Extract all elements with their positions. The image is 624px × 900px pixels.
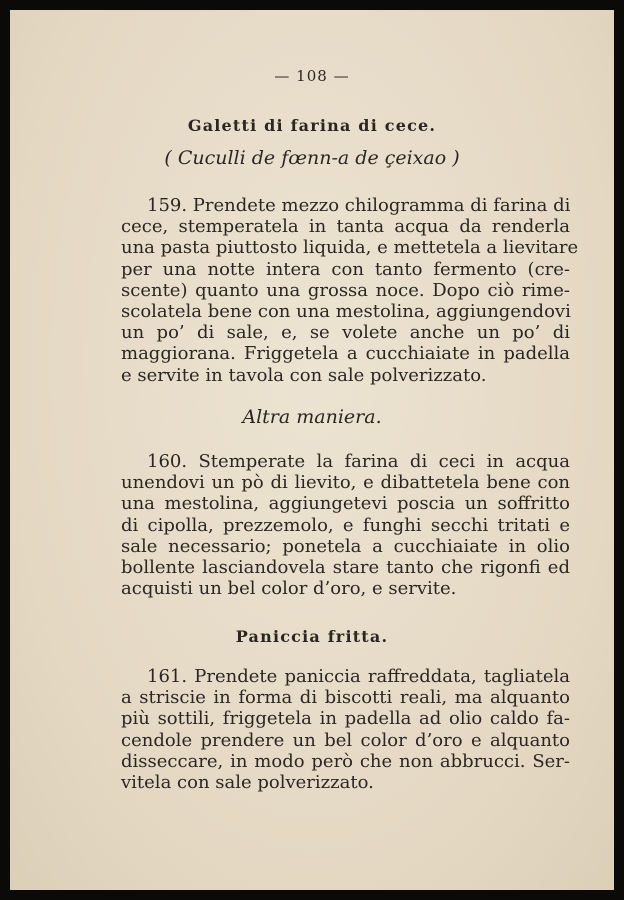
paragraph-160 — [121, 451, 570, 599]
text-line: di cipolla, prezzemolo, e funghi secchi tritati e — [121, 514, 570, 536]
text-line: sale necessario; ponetela a cucchiaiate in olio — [121, 535, 570, 557]
text-line: unendovi un pò di lievito, e dibattetela bene con — [121, 472, 570, 494]
text-line: e servite in tavola con sale polverizzato. — [121, 364, 487, 386]
recipe-title-galetti: Galetti di farina di cece. — [187, 116, 437, 135]
text-line: bollente lasciandovela stare tanto che rigonfi ed — [121, 556, 570, 578]
paragraph-159 — [121, 195, 579, 386]
text-line: 160. Stemperate la farina di ceci in acqua — [147, 451, 570, 472]
text-line: disseccare, in modo però che non abbrucci. Ser- — [121, 750, 570, 772]
text-line: per una notte intera con tanto fermento (cre- — [121, 258, 570, 280]
text-line: più sottili, friggetela in padella ad olio caldo fa- — [121, 708, 570, 730]
text-line: vitela con sale polverizzato. — [121, 771, 374, 793]
text-line: cendole prendere un bel color d’oro e alquanto — [121, 729, 570, 751]
text-line: una mestolina, aggiungetevi poscia un soffritto — [121, 493, 570, 515]
recipe-subtitle-dialect: ( Cuculli de fœnn-a de çeixao ) — [164, 147, 460, 169]
text-line: a striscie in forma di biscotti reali, ma alquanto — [121, 687, 570, 709]
page-number: — 108 — — [274, 67, 350, 85]
text-line: acquisti un bel color d’oro, e servite. — [121, 578, 457, 600]
subtitle-altra-maniera: Altra maniera. — [242, 406, 382, 428]
recipe-title-paniccia: Paniccia fritta. — [235, 627, 389, 646]
text-line: scolatela bene con una mestolina, aggiungendovi — [121, 300, 571, 322]
paragraph-161 — [121, 666, 570, 793]
text-line: una pasta piuttosto liquida, e mettetela a lievitare — [121, 237, 579, 259]
text-line: 161. Prendete paniccia raffreddata, tagliatela — [147, 666, 570, 687]
text-line: un po’ di sale, e, se volete anche un po’ di — [121, 322, 570, 344]
text-line: scente) quanto una grossa noce. Dopo ciò rime- — [121, 279, 570, 301]
text-line: cece, stemperatela in tanta acqua da renderla — [121, 216, 570, 238]
text-line: 159. Prendete mezzo chilogramma di farina di — [147, 195, 571, 216]
book-page — [10, 10, 614, 890]
text-line: maggiorana. Friggetela a cucchiaiate in padella — [121, 343, 570, 365]
